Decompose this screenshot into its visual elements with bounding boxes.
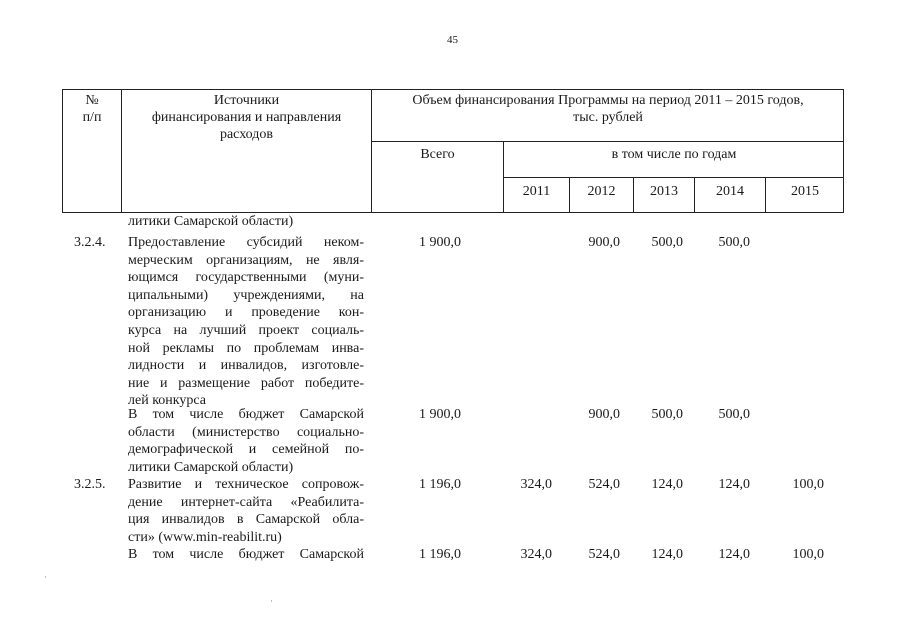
header-year: 2015 [791, 184, 819, 199]
page-number: 45 [447, 34, 458, 46]
row-year-value: 500,0 [718, 235, 750, 250]
row-year-value: 524,0 [588, 547, 620, 562]
continuation-text: литики Самарской области) [128, 214, 294, 229]
description-line: В том числе бюджет Самарской [128, 547, 364, 562]
row-year-value: 100,0 [792, 477, 824, 492]
row-total: 1 196,0 [419, 547, 461, 562]
row-year-value: 124,0 [718, 477, 750, 492]
description-line: ция инвалидов в Самарской обла- [128, 512, 364, 528]
description-line: ние и размещение работ победите- [128, 375, 364, 391]
row-description [128, 234, 364, 410]
header-divider [503, 177, 844, 178]
scan-speck: · [270, 596, 273, 606]
row-year-value: 900,0 [588, 407, 620, 422]
description-line: демографической и семейной по- [128, 442, 364, 458]
description-line: области (министерство социально- [128, 424, 364, 440]
header-total: Всего [420, 147, 455, 162]
row-total: 1 900,0 [419, 407, 461, 422]
header-year: 2014 [716, 184, 744, 199]
description-line: мерческим организациям, не явля- [128, 252, 364, 268]
row-total: 1 900,0 [419, 235, 461, 250]
description-line: лидности и инвалидов, изготовле- [128, 358, 364, 374]
description-line: курса на лучший проект социаль- [128, 322, 364, 338]
row-year-value: 124,0 [718, 547, 750, 562]
header-volume: Объем финансирования Программы на период 2011 – 2015 годов, тыс. рублей [412, 93, 804, 125]
row-year-value: 524,0 [588, 477, 620, 492]
row-year-value: 500,0 [718, 407, 750, 422]
header-year: 2011 [522, 184, 551, 199]
row-year-value: 100,0 [792, 547, 824, 562]
description-line: ципальными) учреждениями, на [128, 287, 364, 303]
row-number: 3.2.4. [74, 235, 106, 250]
description-line: В том числе бюджет Самарской [128, 407, 364, 422]
row-year-value: 500,0 [651, 407, 683, 422]
row-year-value: 124,0 [651, 547, 683, 562]
row-description [128, 546, 364, 564]
description-line: сти» (www.min-reabilit.ru) [128, 529, 282, 545]
description-line: литики Самарской области) [128, 459, 294, 475]
description-line: лей конкурса [128, 393, 206, 409]
header-divider [371, 141, 844, 142]
header-by-years: в том числе по годам [611, 147, 737, 162]
row-year-value: 324,0 [520, 547, 552, 562]
description-line: организацию и проведение кон- [128, 305, 364, 321]
description-line: Развитие и техническое сопровож- [128, 477, 364, 492]
header-num: № п/п [82, 93, 102, 125]
scan-speck: · [44, 572, 47, 582]
row-year-value: 500,0 [651, 235, 683, 250]
header-sources: Источники финансирования и направления расходов [151, 93, 342, 142]
description-line: Предоставление субсидий неком- [128, 235, 364, 250]
row-number: 3.2.5. [74, 477, 106, 492]
header-year: 2013 [650, 184, 678, 199]
description-line: дение интернет-сайта «Реабилита- [128, 494, 364, 510]
row-total: 1 196,0 [419, 477, 461, 492]
row-year-value: 324,0 [520, 477, 552, 492]
row-year-value: 900,0 [588, 235, 620, 250]
description-line: ной рекламы по проблемам инва- [128, 340, 364, 356]
header-year: 2012 [587, 184, 616, 199]
row-description [128, 476, 364, 546]
row-year-value: 124,0 [651, 477, 683, 492]
row-description [128, 406, 364, 476]
description-line: ющимся государственными (муни- [128, 270, 364, 286]
